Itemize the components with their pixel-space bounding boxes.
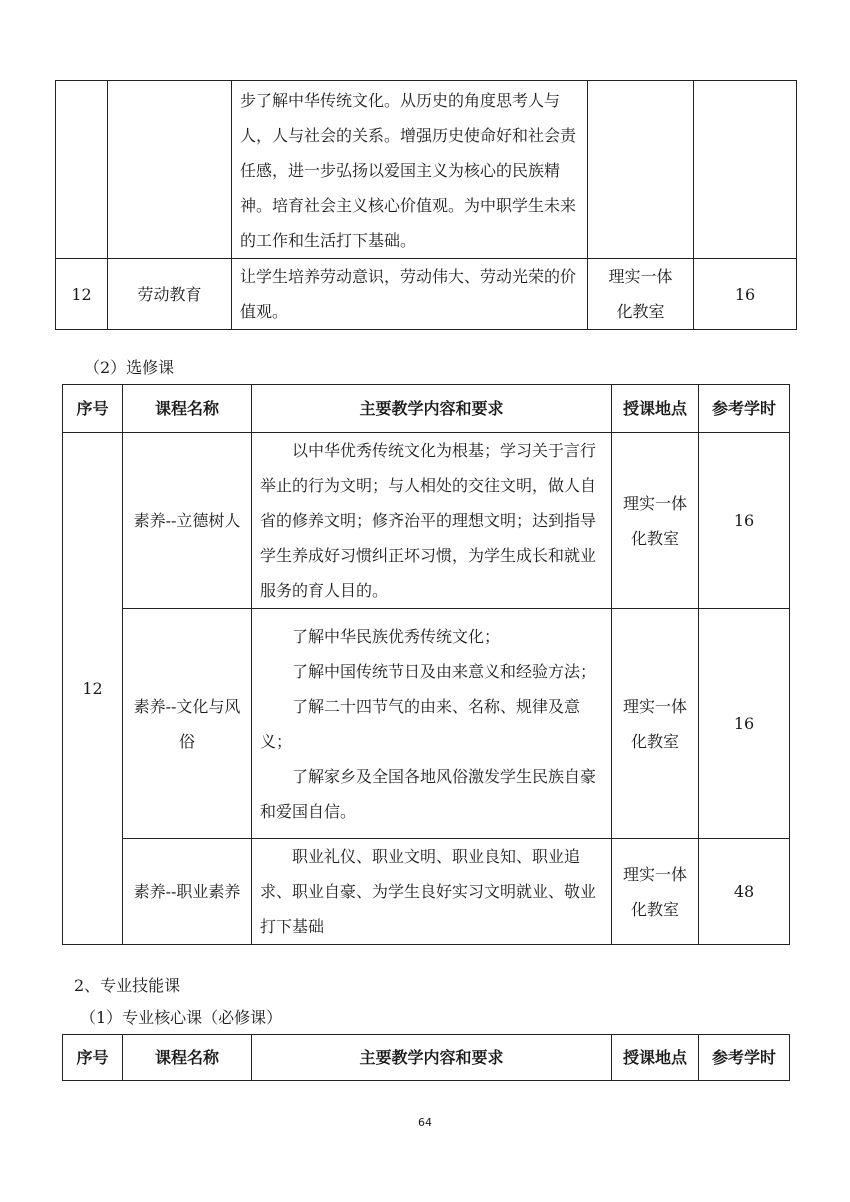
content-cell: 让学生培养劳动意识，劳动伟大、劳动光荣的价值观。: [232, 259, 588, 330]
header-row: [63, 385, 790, 433]
hours-cell: 16: [699, 609, 790, 839]
header-location: 授课地点: [612, 1035, 699, 1081]
table-row: [63, 433, 790, 609]
course-name-cell: 素养--立德树人: [123, 433, 252, 609]
header-name: 课程名称: [123, 385, 252, 433]
content-cell: 步了解中华传统文化。从历史的角度思考人与人，人与社会的关系。增强历史使命好和社会责任感，进一步弘扬以爱国主义为核心的民族精神。培育社会主义核心价值观。为中职学生未来的工作和生活打下基础。: [232, 81, 588, 259]
header-index: 序号: [63, 1035, 123, 1081]
elective-heading: （2）选修课: [84, 358, 175, 377]
content-line: 了解中华民族优秀传统文化；: [292, 626, 501, 646]
course-name-cell: 素养--文化与风俗: [123, 609, 252, 839]
elective-table: [62, 384, 790, 945]
table-row: [56, 81, 797, 259]
skills-table: [62, 1034, 790, 1081]
location-cell: 理实一体化教室: [612, 433, 699, 609]
content-line: 了解中国传统节日及由来意义和经验方法；: [292, 661, 597, 681]
table-row: [63, 609, 790, 839]
header-location: 授课地点: [612, 385, 699, 433]
content-line: 了解家乡及全国各地风俗激发学生民族自豪和爱国自信。: [260, 766, 597, 821]
header-index: 序号: [63, 385, 123, 433]
group-index-cell: 12: [63, 433, 123, 945]
hours-cell: 48: [699, 839, 790, 945]
content-line: 了解二十四节气的由来、名称、规律及意义；: [260, 696, 581, 751]
header-hours: 参考学时: [699, 1035, 790, 1081]
hours-cell: 16: [699, 433, 790, 609]
location-cell: 理实一体化教室: [588, 259, 694, 330]
content-cell: 职业礼仪、职业文明、职业良知、职业追求、职业自豪、为学生良好实习文明就业、敬业打下基础: [252, 839, 612, 945]
content-cell: 以中华优秀传统文化为根基；学习关于言行举止的行为文明；与人相处的交往文明，做人自省的修养文明；修齐治平的理想文明；达到指导学生养成好习惯纠正坏习惯，为学生成长和就业服务的育人目的。: [252, 433, 612, 609]
page-number: 64: [418, 1116, 432, 1129]
header-name: 课程名称: [123, 1035, 252, 1081]
course-name-cell: 素养--职业素养: [123, 839, 252, 945]
header-hours: 参考学时: [699, 385, 790, 433]
top-table: [55, 80, 797, 330]
course-name-cell: 劳动教育: [108, 259, 232, 330]
location-cell: 理实一体化教室: [612, 839, 699, 945]
header-content: 主要教学内容和要求: [252, 385, 612, 433]
header-content: 主要教学内容和要求: [252, 1035, 612, 1081]
table-row: [63, 839, 790, 945]
header-row: [63, 1035, 790, 1081]
content-cell: [252, 609, 612, 839]
skills-heading: 2、专业技能课: [74, 976, 181, 995]
skills-subheading: （1）专业核心课（必修课）: [80, 1008, 283, 1027]
index-cell: 12: [56, 259, 108, 330]
location-cell: 理实一体化教室: [612, 609, 699, 839]
hours-cell: 16: [694, 259, 797, 330]
table-row: [56, 259, 797, 330]
